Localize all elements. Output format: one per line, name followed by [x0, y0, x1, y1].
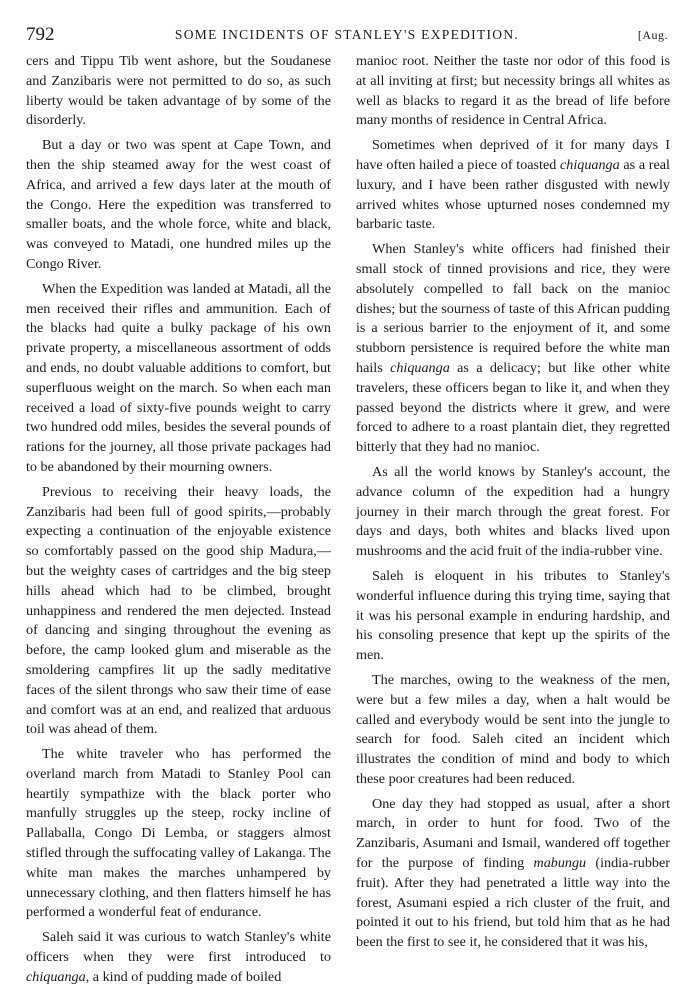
paragraph-text: When the Expedition was landed at Matadi, all the men received their rifles and ammunition. Each of the blacks had quite a bulky package of his own private property, a miscellaneous assortment of odds and ends, no doubt valuable additions to comfort, but superfluous weight on the march. So when each man received a load of sixty-five pounds weight to carry two hundred odd miles, besides the several pounds of rations for the journey, all those private packages had to be abandoned by their mourning owners.	[26, 280, 331, 475]
italic-term: mabungu	[533, 855, 587, 872]
paragraph	[356, 52, 670, 131]
paragraph	[356, 463, 670, 562]
paragraph-text: One day they had stopped as usual, after a short march, in order to hunt for food. Two of the Zanzibaris, Asumani and Ismail, wandered off together for the purpose of finding	[356, 795, 670, 872]
paragraph	[26, 280, 331, 478]
paragraph-text: , a kind of pudding made of boiled	[85, 968, 282, 985]
paragraph-text: manioc root. Neither the taste nor odor of this food is at all inviting at first; but necessity brings all whites as well as blacks to regard it as the bread of life before many months of residence in Central Africa.	[356, 53, 670, 129]
paragraph-text: Saleh is eloquent in his tributes to Stanley's wonderful influence during this trying time, saying that it was his personal example in enduring hardship, and his consoling presence that kept up the spirits of the men.	[356, 567, 670, 664]
italic-term: chiquanga	[560, 156, 620, 173]
page-header	[26, 24, 668, 46]
paragraph	[356, 136, 670, 235]
running-title: SOME INCIDENTS OF STANLEY'S EXPEDITION.	[174, 27, 520, 42]
paragraph	[356, 795, 670, 953]
paragraph-text: Sometimes when deprived of it for many days I have often hailed a piece of toasted	[356, 137, 670, 173]
paragraph-text: as a real luxury, and I have been rather disgusted with newly arrived whites whose upturned noses condemned my barbaric taste.	[356, 156, 670, 233]
italic-term: chiquanga	[390, 359, 450, 376]
paragraph-text: As all the world knows by Stanley's account, the advance column of the expedition had a hungry journey in their march through the great forest. For days and days, both whites and blacks lived upon mushrooms and the acid fruit of the india-rubber vine.	[356, 463, 670, 560]
paragraph-text: Previous to receiving their heavy loads, the Zanzibaris had been full of good spirits,—probably expecting a continuation of the enjoyable existence so comfortably passed on the good ship Madura,—but the weighty cases of cartridges and the big steep hills ahead which had to be climbed, brought unhappiness and rendered the men dejected. Instead of dancing and singing throughout the evening as before, the camp looked glum and miserable as the smoldering campfires lit up the sadly meditative faces of the silent throngs who saw their time of ease and comfort was at an end, and realized that arduous toil was ahead of them.	[26, 483, 331, 738]
paragraph	[26, 928, 331, 987]
page-number: 792	[26, 24, 55, 45]
paragraph-text: as a delicacy; but like other white travelers, these officers began to like it, and when they passed beyond the districts where it grew, and were forced to adhere to a roast plantain diet, they regretted bitterly that they had no manioc.	[356, 359, 671, 456]
header-month: [Aug.	[637, 28, 668, 42]
paragraph-text: But a day or two was spent at Cape Town, and then the ship steamed away for the west coast of Africa, and arrived a few days later at the mouth of the Congo. Here the expedition was transferred to smaller boats, and the whole force, white and black, was conveyed to Matadi, one hundred miles up the Congo River.	[26, 137, 331, 272]
italic-term: chiquanga	[26, 968, 86, 985]
paragraph	[356, 567, 670, 666]
paragraph-text: The marches, owing to the weakness of the men, were but a few miles a day, when a halt would be called and everybody would be sent into the jungle to search for food. Saleh cited an incident which illustrates the condition of mind and body to which these poor creatures had been reduced.	[356, 671, 670, 787]
paragraph-text: cers and Tippu Tib went ashore, but the Soudanese and Zanzibaris were not permitted to do so, as such liberty would be taken advantage of by some of the disorderly.	[26, 53, 331, 129]
right-column	[356, 52, 670, 953]
paragraph	[356, 240, 670, 458]
paragraph	[26, 136, 331, 275]
paragraph	[356, 671, 670, 790]
paragraph-text: (india-rubber fruit). After they had penetrated a little way into the forest, Asumani espied a rich cluster of the fruit, and pointed it out to his friend, but told him that as he had been the first to see it, he considered that it was his,	[356, 855, 670, 951]
paragraph	[26, 52, 331, 131]
left-column	[26, 52, 331, 988]
paragraph-text: The white traveler who has performed the overland march from Matadi to Stanley Pool can heartily sympathize with the black porter who manfully struggles up the steep, rocky incline of Pallaballa, Congo Di Lemba, or staggers almost stifled through the suffocating valley of Lakanga. The white man makes the marches unhampered by unnecessary clothing, and then flatters himself he has performed a wonderful feat of endurance.	[26, 746, 331, 921]
paragraph-text: When Stanley's white officers had finished their small stock of tinned provisions and rice, they were absolutely compelled to fall back on the manioc dishes; but the sourness of taste of this African pudding is a serious barrier to the enjoyment of it, and some stubborn persistence is required before the white man hails	[356, 241, 670, 376]
paragraph	[26, 483, 331, 740]
paragraph-text: Saleh said it was curious to watch Stanley's white officers when they were first introduced to	[26, 929, 331, 966]
paragraph	[26, 745, 331, 923]
